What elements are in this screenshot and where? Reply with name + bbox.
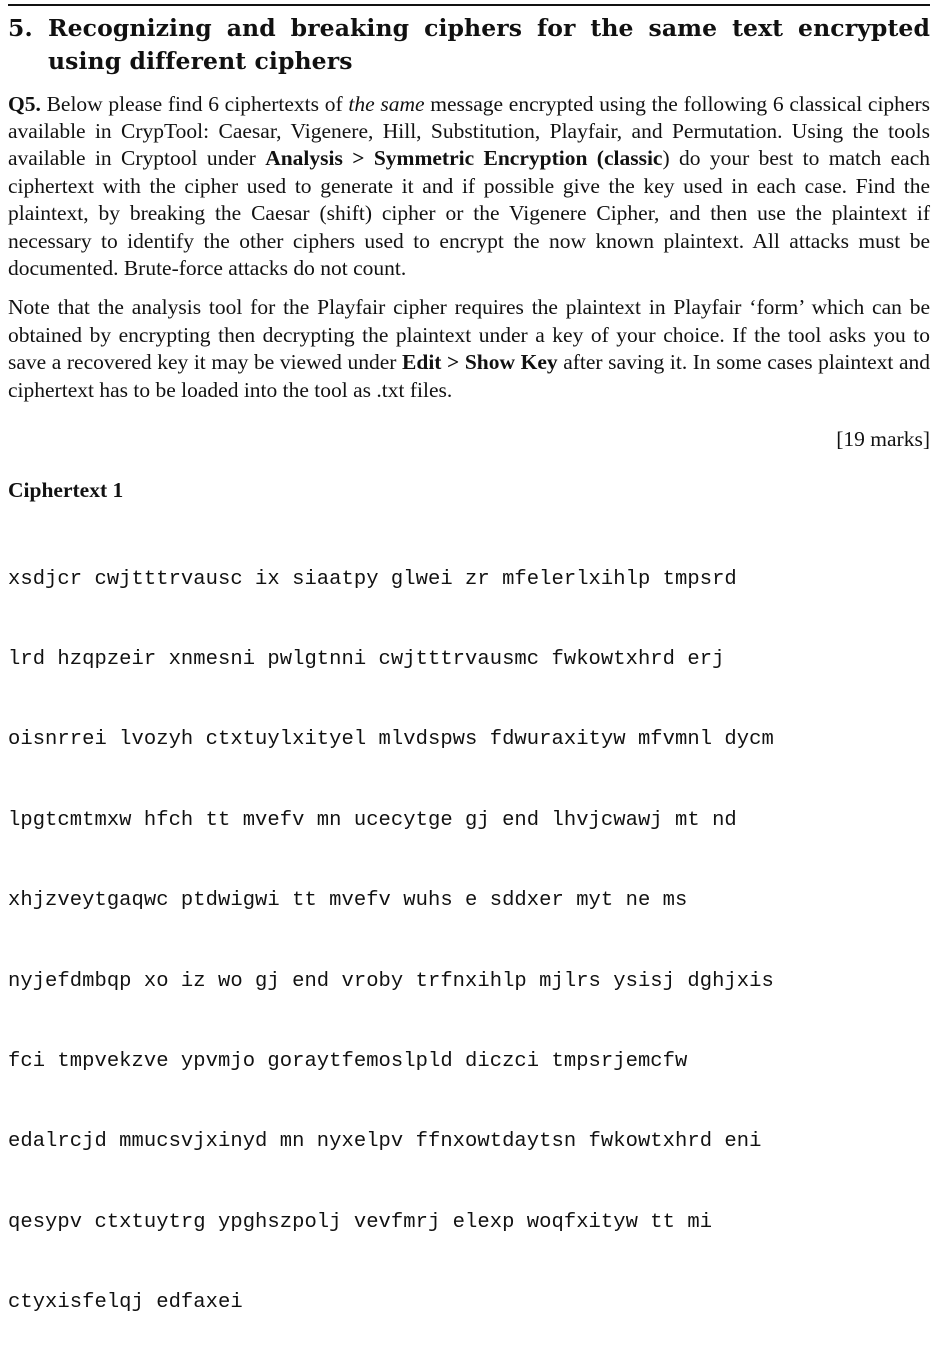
analysis-menu-path: Analysis > Symmetric Encryption (classic — [265, 146, 663, 171]
ciphertext-line: ctyxisfelqj edfaxei — [8, 1291, 243, 1315]
marks-label: [19 marks] — [836, 426, 930, 451]
ciphertext-line: xhjzveytgaqwc ptdwigwi tt mvefv wuhs e sddxer myt ne ms — [8, 889, 688, 913]
ciphertext-block — [8, 513, 930, 1370]
question-emphasis: the same — [348, 91, 425, 116]
ciphertext-line: edalrcjd mmucsvjxinyd mn nyxelpv ffnxowtdaytsn fwkowtxhrd eni — [8, 1130, 762, 1154]
note-text-part1: Note that the analysis tool for the Playfair cipher requires the plaintext in Playfair ‘form’ which can be obtained by encrypting then decrypting the plaintext under a key of your choice. If the tool asks you to save a recovered key it may be viewed under — [8, 295, 930, 375]
ciphertext-line: qesypv ctxtuytrg ypghszpolj vevfmrj elexp woqfxityw tt mi — [8, 1210, 713, 1234]
document-page — [8, 0, 930, 1370]
question-text-part2: message encrypted using the following 6 classical ciphers available in CrypTool: Caesar, Vigenere, Hill, Substitution, Playfair, and Permutation. Using the tools available in Cryptool under — [8, 91, 930, 171]
ciphertext-heading: Ciphertext 1 — [8, 477, 124, 502]
ciphertext-line: nyjefdmbqp xo iz wo gj end vroby trfnxihlp mjlrs ysisj dghjxis — [8, 969, 774, 993]
ciphertext-line: xsdjcr cwjtttrvausc ix siaatpy glwei zr mfelerlxihlp tmpsrd — [8, 567, 737, 591]
ciphertext-line: oisnrrei lvozyh ctxtuylxityel mlvdspws fdwuraxityw mfvmnl dycm — [8, 728, 774, 752]
note-text-part2: after saving it. In some cases plaintext and ciphertext has to be loaded into the tool as .txt files. — [8, 350, 931, 402]
ciphertext-line: lpgtcmtmxw hfch tt mvefv mn ucecytge gj end lhvjcwawj mt nd — [8, 808, 737, 832]
question-label: Q5. — [8, 91, 41, 116]
note-paragraph — [8, 294, 930, 404]
section-number: 5. — [8, 13, 33, 42]
question-text-part3: ) do your best to match each ciphertext with the cipher used to generate it and if possible give the key used in each case. Find the plaintext, by breaking the Caesar (shift) cipher or the Vigenere Cipher, and then use the plaintext if necessary to identify the other ciphers used to encrypt the now known plaintext. All attacks must be documented. Brute-force attacks do not count. — [8, 146, 931, 280]
ciphertext-line: fci tmpvekzve ypvmjo goraytfemoslpld diczci tmpsrjemcfw — [8, 1049, 688, 1073]
question-paragraph — [8, 91, 930, 283]
edit-menu-path: Edit > Show Key — [402, 350, 558, 375]
ciphertext-line: lrd hzqpzeir xnmesni pwlgtnni cwjtttrvausmc fwkowtxhrd erj — [8, 647, 725, 671]
question-text-part1: Below please find 6 ciphertexts of — [40, 91, 349, 116]
section-heading — [8, 12, 930, 78]
top-rule — [8, 4, 930, 6]
section-title: Recognizing and breaking ciphers for the same text encrypted using different ciphers — [48, 13, 930, 75]
